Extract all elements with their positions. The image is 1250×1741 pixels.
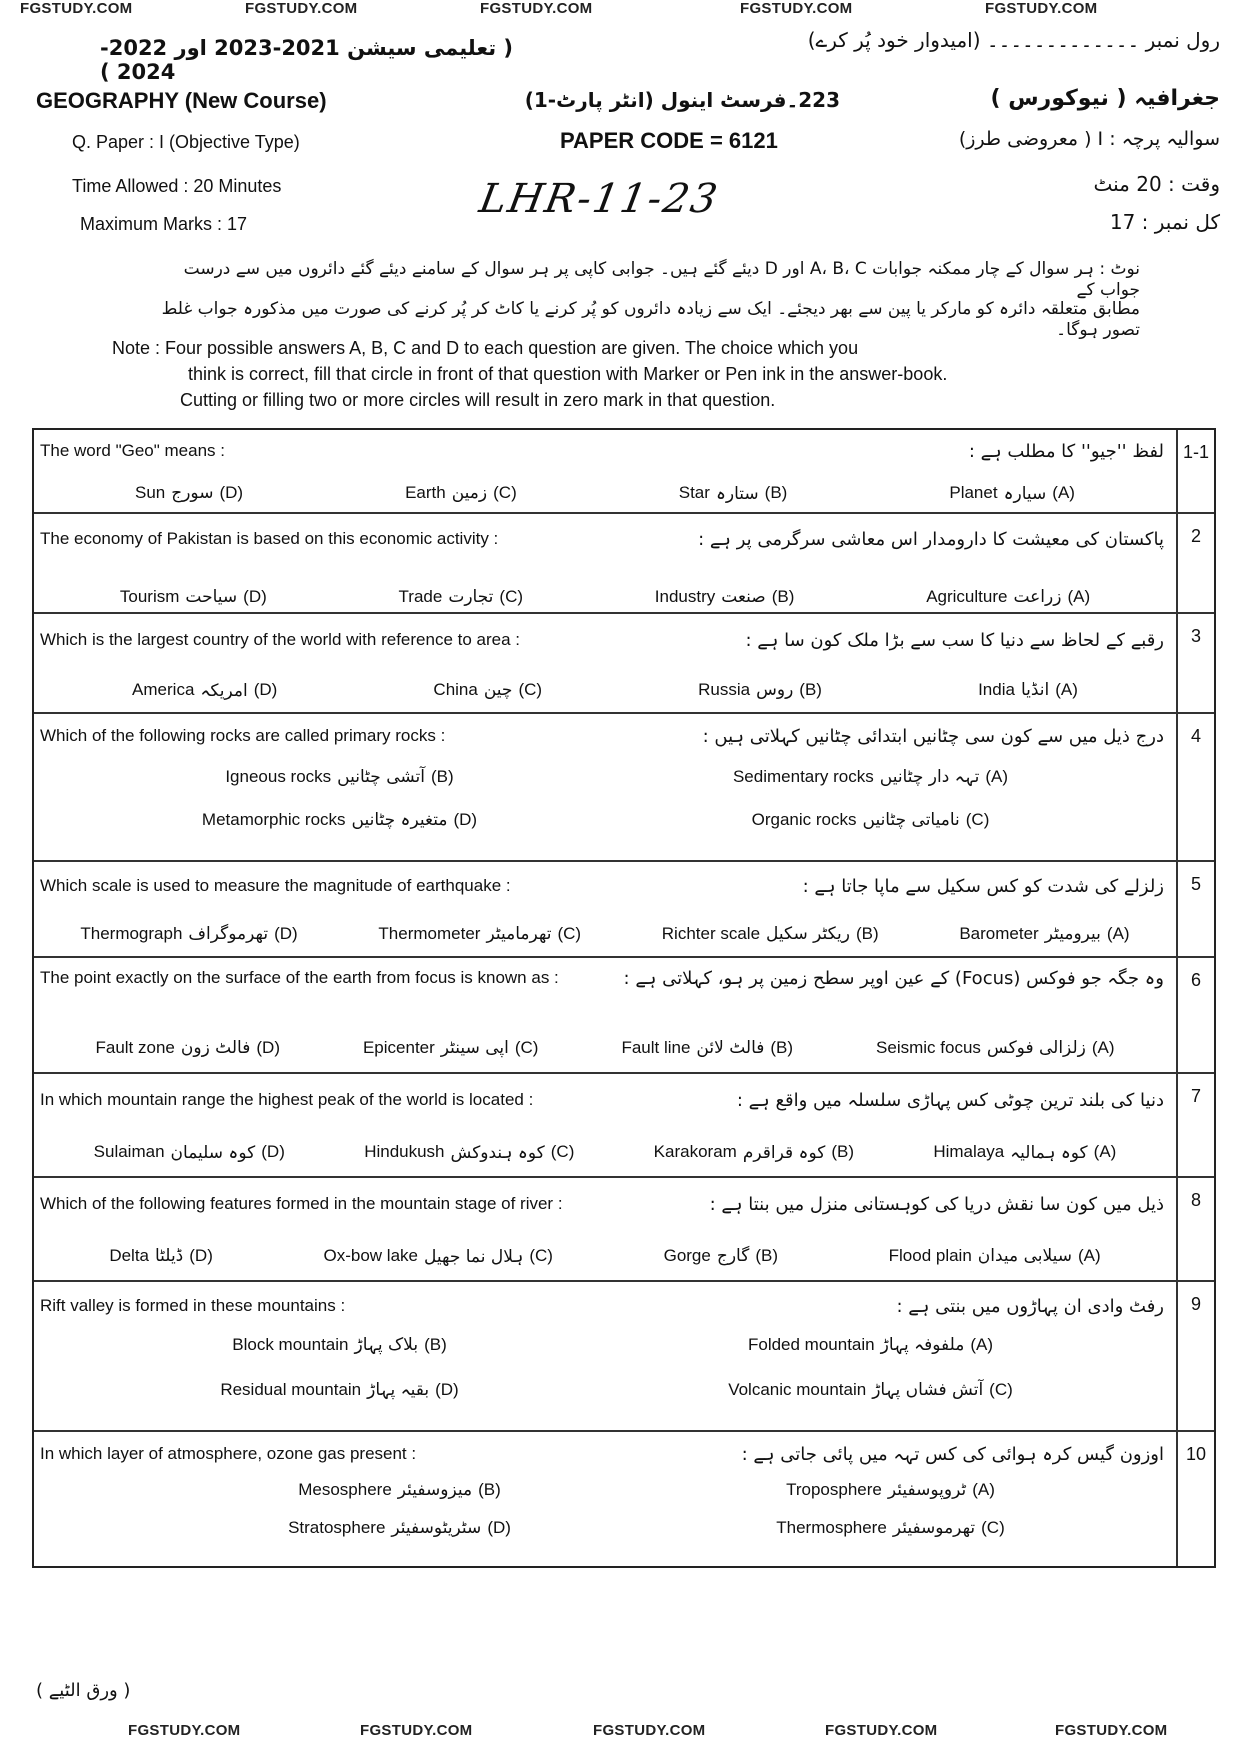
subject-title-ur: جغرافیہ ( نیوکورس ) xyxy=(990,86,1220,111)
option-a: Troposphere ٹروپوسفیئر (A) xyxy=(786,1480,995,1500)
question-number: 9 xyxy=(1190,1294,1201,1314)
question-text-en: Which of the following rocks are called primary rocks : xyxy=(40,726,446,745)
question-number: 2 xyxy=(1190,526,1201,546)
question-row xyxy=(34,430,1214,514)
option-a: Barometer بیرومیٹر (A) xyxy=(959,924,1130,944)
option-d: Sun سورج (D) xyxy=(135,483,244,503)
question-text-ur: وہ جگہ جو فوکس (Focus) کے عین اوپر سطح زمین پر ہو، کہلاتی ہے : xyxy=(623,968,1164,989)
question-text-en: Which is the largest country of the world with reference to area : xyxy=(40,630,521,649)
option-c: Ox-bow lake ہلال نما جھیل (C) xyxy=(323,1246,553,1267)
note-en-line-3: Cutting or filling two or more circles will result in zero mark in that question. xyxy=(180,390,776,410)
option-a: India انڈیا (A) xyxy=(978,680,1078,700)
watermark: FGSTUDY.COM xyxy=(245,0,358,17)
question-number: 3 xyxy=(1190,626,1201,646)
question-number: 4 xyxy=(1190,726,1201,746)
option-d: America امریکہ (D) xyxy=(132,680,278,701)
roll-number-line: رول نمبر ۔۔۔۔۔۔۔۔۔۔۔۔۔ (امیدوار خود پُر کرے) xyxy=(807,28,1220,52)
question-row xyxy=(34,514,1214,614)
option-c: Thermosphere تھرموسفیئر (C) xyxy=(776,1518,1005,1538)
option-b: Richter scale ریکٹر سکیل (B) xyxy=(661,924,879,944)
exam-title-ur: 223۔فرسٹ اینول (انٹر پارٹ-1) xyxy=(524,88,840,112)
option-c: China چین (C) xyxy=(433,680,543,700)
option-b: Industry صنعت (B) xyxy=(654,587,795,607)
question-text-en: Rift valley is formed in these mountains : xyxy=(40,1296,346,1315)
handwritten-code: LHR-11-23 xyxy=(475,176,723,222)
option-c: Epicenter اپی سینٹر (C) xyxy=(362,1038,539,1058)
question-number: 7 xyxy=(1190,1086,1201,1106)
note-urdu-line-1: نوٹ : ہر سوال کے چار ممکنہ جوابات A، B، C اور D دیئے گئے ہیں۔ جوابی کاپی پر ہر سوال کے سامنے دیئے گئے دائروں میں سے درست جواب کے xyxy=(183,259,1140,300)
watermark: FGSTUDY.COM xyxy=(128,1722,241,1739)
option-d: Sulaiman کوہ سلیمان (D) xyxy=(93,1142,285,1163)
question-text-ur: لفظ ''جیو'' کا مطلب ہے : xyxy=(968,440,1164,462)
question-number: 8 xyxy=(1190,1190,1201,1210)
option-d: Thermograph تھرموگراف (D) xyxy=(80,924,298,944)
question-text-en: In which mountain range the highest peak of the world is located : xyxy=(40,1090,534,1109)
turn-over-note: ( ورق الٹیے ) xyxy=(36,1680,131,1701)
question-row xyxy=(34,714,1214,862)
option-b: Fault line فالٹ لائن (B) xyxy=(621,1038,794,1058)
option-d: Metamorphic rocks متغیرہ چٹانیں (D) xyxy=(201,809,478,830)
option-d: Fault zone فالٹ زون (D) xyxy=(95,1038,280,1058)
session-line: ( تعلیمی سیشن 2021-2023 اور 2022-2024 ) xyxy=(100,36,513,84)
note-urdu-line-2: مطابق متعلقہ دائرہ کو مارکر یا پین سے بھر دیجئے۔ ایک سے زیادہ دائروں کو پُر کرنے یا کاٹ کر پُر کرنے کی صورت میں مذکورہ جواب غلط تصور ہوگا۔ xyxy=(161,299,1140,340)
question-text-en: In which layer of atmosphere, ozone gas present : xyxy=(40,1444,417,1463)
option-a: Flood plain سیلابی میدان (A) xyxy=(888,1246,1101,1266)
watermark: FGSTUDY.COM xyxy=(360,1722,473,1739)
note-en-line-1: Note : Four possible answers A, B, C and D to each question are given. The choice which you xyxy=(112,338,859,358)
watermark: FGSTUDY.COM xyxy=(985,0,1098,17)
question-text-ur: پاکستان کی معیشت کا دارومدار اس معاشی سرگرمی پر ہے : xyxy=(698,528,1164,550)
watermark: FGSTUDY.COM xyxy=(480,0,593,17)
option-b: Igneous rocks آتشی چٹانیں (B) xyxy=(225,766,454,787)
question-row xyxy=(34,862,1214,958)
option-b: Karakoram کوہ قراقرم (B) xyxy=(653,1142,854,1163)
option-b: Mesosphere میزوسفیئر (B) xyxy=(298,1480,501,1500)
option-a: Himalaya کوہ ہمالیہ (A) xyxy=(933,1142,1117,1163)
option-c: Thermometer تھرمامیٹر (C) xyxy=(378,924,582,944)
question-text-ur: رفٹ وادی ان پہاڑوں میں بنتی ہے : xyxy=(896,1295,1164,1317)
question-text-en: The economy of Pakistan is based on this economic activity : xyxy=(40,529,499,548)
question-row xyxy=(34,1432,1214,1566)
watermark: FGSTUDY.COM xyxy=(825,1722,938,1739)
option-c: Hindukush کوہ ہندوکش (C) xyxy=(364,1142,575,1163)
question-text-ur: زلزلے کی شدت کو کس سکیل سے ماپا جاتا ہے : xyxy=(802,875,1164,897)
question-text-en: Which of the following features formed in the mountain stage of river : xyxy=(40,1194,563,1213)
question-text-en: The word "Geo" means : xyxy=(40,441,225,460)
question-text-ur: رقبے کے لحاظ سے دنیا کا سب سے بڑا ملک کون سا ہے : xyxy=(745,629,1164,651)
subject-title-en: GEOGRAPHY (New Course) xyxy=(36,88,327,113)
question-row xyxy=(34,614,1214,714)
option-a: Sedimentary rocks تہہ دار چٹانیں (A) xyxy=(732,766,1009,787)
option-a: Agriculture زراعت (A) xyxy=(926,587,1091,607)
max-marks-ur: کل نمبر : 17 xyxy=(1109,210,1220,234)
option-d: Tourism سیاحت (D) xyxy=(119,587,267,607)
paper-code: PAPER CODE = 6121 xyxy=(560,128,778,153)
question-text-ur: اوزون گیس کرہ ہوائی کی کس تہہ میں پائی جاتی ہے : xyxy=(741,1443,1164,1465)
option-d: Stratosphere سٹریٹوسفیئر (D) xyxy=(288,1518,511,1538)
question-text-ur: ذیل میں کون سا نقش دریا کی کوہستانی منزل میں بنتا ہے : xyxy=(709,1193,1164,1215)
time-allowed-ur: وقت : 20 منٹ xyxy=(1093,172,1220,196)
question-number: 10 xyxy=(1185,1444,1207,1464)
option-a: Folded mountain ملفوفہ پہاڑ (A) xyxy=(747,1334,993,1355)
question-text-ur: درج ذیل میں سے کون سی چٹانیں ابتدائی چٹانیں کہلاتی ہیں : xyxy=(702,725,1164,747)
option-c: Trade تجارت (C) xyxy=(398,587,524,607)
question-text-ur: دنیا کی بلند ترین چوٹی کس پہاڑی سلسلہ میں واقع ہے : xyxy=(736,1089,1164,1111)
option-a: Seismic focus زلزالی فوکس (A) xyxy=(876,1038,1115,1058)
option-c: Organic rocks نامیاتی چٹانیں (C) xyxy=(751,809,990,830)
watermark: FGSTUDY.COM xyxy=(20,0,133,17)
note-en-line-2: think is correct, fill that circle in front of that question with Marker or Pen ink in the answer-book. xyxy=(188,364,948,384)
question-text-en: The point exactly on the surface of the earth from focus is known as : xyxy=(40,968,559,987)
questions-table xyxy=(32,428,1216,1568)
option-d: Delta ڈیلٹا (D) xyxy=(109,1246,213,1266)
option-d: Residual mountain بقیہ پہاڑ (D) xyxy=(220,1379,459,1400)
question-row xyxy=(34,1282,1214,1432)
question-row xyxy=(34,958,1214,1074)
option-c: Volcanic mountain آتش فشاں پہاڑ (C) xyxy=(728,1379,1013,1400)
question-text-en: Which scale is used to measure the magnitude of earthquake : xyxy=(40,876,511,895)
paper-type-ur: سوالیہ پرچہ : I ( معروضی طرز) xyxy=(958,128,1220,150)
option-c: Earth زمین (C) xyxy=(405,483,517,503)
question-number: 6 xyxy=(1190,970,1201,990)
watermark: FGSTUDY.COM xyxy=(740,0,853,17)
question-row xyxy=(34,1178,1214,1282)
max-marks-en: Maximum Marks : 17 xyxy=(80,214,248,234)
option-b: Star ستارہ (B) xyxy=(678,483,788,504)
paper-type-en: Q. Paper : I (Objective Type) xyxy=(72,132,300,152)
time-allowed-en: Time Allowed : 20 Minutes xyxy=(72,176,282,196)
option-b: Block mountain بلاک پہاڑ (B) xyxy=(232,1334,447,1355)
option-a: Planet سیارہ (A) xyxy=(949,483,1075,504)
watermark: FGSTUDY.COM xyxy=(593,1722,706,1739)
watermark: FGSTUDY.COM xyxy=(1055,1722,1168,1739)
option-b: Russia روس (B) xyxy=(698,680,822,700)
question-number: 1-1 xyxy=(1182,442,1209,462)
question-number: 5 xyxy=(1190,874,1201,894)
question-row xyxy=(34,1074,1214,1178)
option-b: Gorge گارج (B) xyxy=(663,1246,778,1266)
